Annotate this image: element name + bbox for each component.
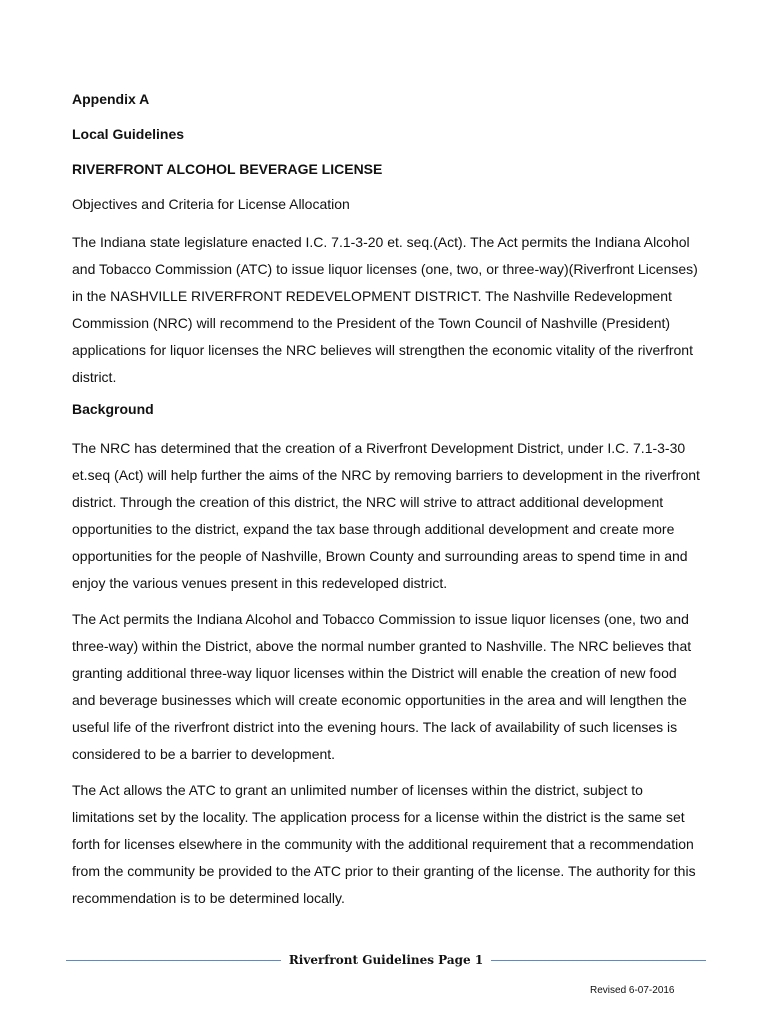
section-heading: Local Guidelines (72, 126, 185, 142)
appendix-heading: Appendix A (72, 91, 150, 107)
page-footer (66, 953, 706, 967)
document-title: RIVERFRONT ALCOHOL BEVERAGE LICENSE (72, 161, 383, 177)
footer-rule-right (491, 960, 706, 961)
intro-paragraph: The Indiana state legislature enacted I.C. 7.1-3-20 et. seq.(Act). The Act permits the Indiana Alcohol and Tobacco Commission (ATC) to issue liquor licenses (one, two, or three-way)(Riverfront Licenses) in the NASHVILLE RIVERFRONT REDEVELOPMENT DISTRICT. The Nashville Redevelopment Commission (NRC) will recommend to the President of the Town Council of Nashville (President) applications for liquor licenses the NRC believes will strengthen the economic vitality of the riverfront district. (72, 234, 698, 385)
background-heading: Background (72, 401, 154, 417)
background-paragraph-2: The Act permits the Indiana Alcohol and Tobacco Commission to issue liquor licenses (one, two and three-way) within the District, above the normal number granted to Nashville. The NRC believes that granting additional three-way liquor licenses within the District will enable the creation of new food and beverage businesses which will create economic opportunities in the area and will lengthen the useful life of the riverfront district into the evening hours. The lack of availability of such licenses is considered to be a barrier to development. (72, 611, 692, 762)
footer-rule-left (66, 960, 281, 961)
background-paragraph-3: The Act allows the ATC to grant an unlimited number of licenses within the district, subject to limitations set by the locality. The application process for a license within the district is the same set forth for licenses elsewhere in the community with the additional requirement that a recommendation from the community be provided to the ATC prior to their granting of the license. The authority for this recommendation is to be determined locally. (72, 782, 696, 906)
document-subtitle: Objectives and Criteria for License Allocation (72, 196, 350, 212)
revised-date: Revised 6-07-2016 (590, 985, 675, 996)
background-paragraph-1: The NRC has determined that the creation of a Riverfront Development District, under I.C. 7.1-3-30 et.seq (Act) will help further the aims of the NRC by removing barriers to development in the riverfront district. Through the creation of this district, the NRC will strive to attract additional development opportunities to the district, expand the tax base through additional development and create more opportunities for the people of Nashville, Brown County and surrounding areas to spend time in and enjoy the various venues present in this redeveloped district. (72, 440, 700, 591)
document-body (72, 90, 702, 921)
footer-page-label: Riverfront Guidelines Page 1 (288, 953, 484, 967)
